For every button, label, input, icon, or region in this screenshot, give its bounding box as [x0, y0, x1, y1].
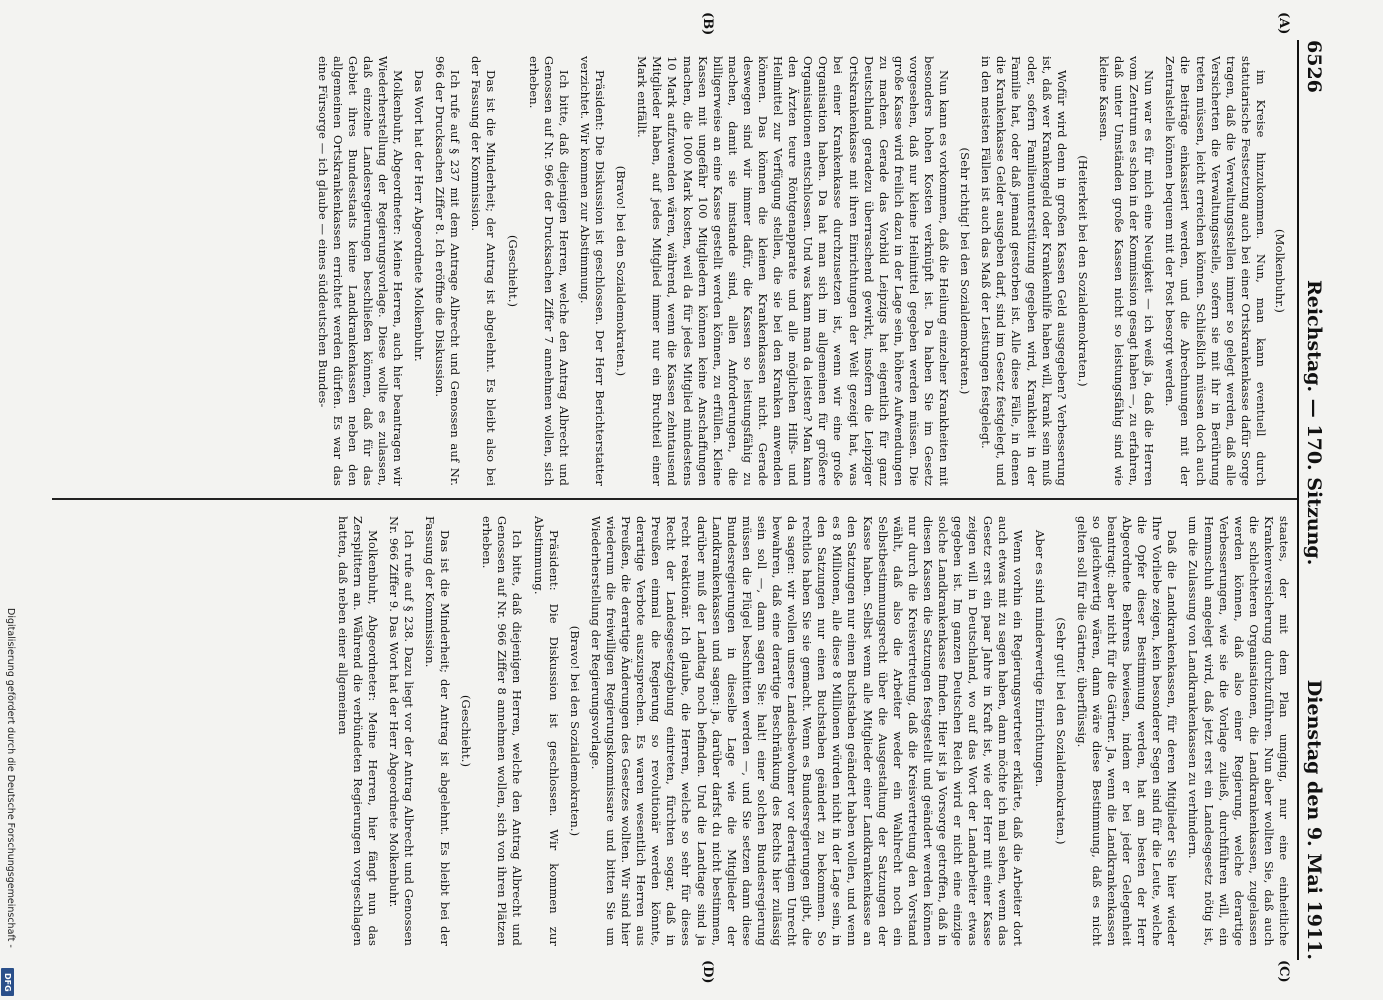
header-rule — [1297, 40, 1299, 960]
paragraph: Daß die Landkrankenkassen, für deren Mitglieder Sie hier wieder Ihre Vorliebe zeigen, kein besonderer Segen sind für die Leute, welche die Opfer dieser Bestimmung werden, hat am besten der Herr Abgeordnete Behrens bewiesen, indem er bei jeder Gelegenheit beantragt: aber nicht für die Gärtner. Ja, wenn die Landkrankenkassen so gleichwertig wären, dann wäre diese Bestimmung, daß es nicht gelten soll für die Gärtner, überflüssig. — [1074, 516, 1180, 946]
paragraph: Aber es sind minderwertige Einrichtungen. — [1032, 530, 1047, 788]
dfg-logo: DFG — [1, 968, 14, 996]
speaker-tag: (Molkenbuhr.) — [1273, 229, 1287, 313]
interjection: (Sehr gut! bei den Sozialdemokraten.) — [1053, 617, 1068, 845]
paragraph: Das ist die Minderheit; der Antrag ist abgelehnt. Es bleibt also bei der Fassung der Kommission. — [469, 56, 499, 486]
paragraph: Präsident: Die Diskussion ist geschlossen. Der Herr Berichterstatter verzichtet. Wir kommen zur Abstimmung. — [577, 56, 608, 486]
paragraph: Ich rufe auf § 237 mit dem Antrage Albrecht und Genossen auf Nr. 966 der Drucksachen Ziffer 8. Ich eröffne die Diskussion. — [433, 56, 463, 486]
paragraph: Ich bitte, daß diejenigen Herren, welche den Antrag Albrecht und Genossen auf Nr. 966 der Drucksachen Ziffer 7 annehmen wollen, sich erheben. — [526, 56, 571, 486]
interjection: (Sehr richtig! bei den Sozialdemokraten.) — [958, 147, 973, 395]
paragraph: Wofür wird denn in großen Kassen Geld ausgegeben? Verbesserung ist, daß wer Krankengeld oder Krankenhilfe haben will, krank sein muß oder, sofern Familienunterstützung gegeben wird, Krankheit in der Familie hat, oder daß jemand gestorben ist. Alle diese Fälle, in denen die Krankenkasse Gelder ausgeben darf, sind im Gesetz festgelegt, und in den meisten Fällen ist auch das Maß der Leistungen festgelegt. — [979, 56, 1069, 486]
interjection: (Bravo! bei den Sozialdemokraten.) — [567, 625, 582, 837]
page-title: Reichstag. — 170. Sitzung. — [1303, 280, 1325, 566]
paragraph: Präsident: Die Diskussion ist geschlossen. Wir kommen zur Abstimmung. — [531, 516, 561, 946]
digitization-credit: Digitalisierung gefördert durch die Deutsche Forschungsgemeinschaft - — [5, 608, 16, 948]
paragraph: Ich bitte, daß diejenigen Herren, welche den Antrag Albrecht und Genossen auf Nr. 966 Ziffer 8 annehmen wollen, sich von ihren Plätzen erheben. — [480, 516, 525, 946]
paragraph: Das Wort hat der Herr Abgeordnete Molkenbuhr. — [412, 70, 427, 362]
paragraph: Das ist die Minderheit; der Antrag ist abgelehnt. Es bleibt bei der Fassung der Kommission. — [423, 516, 453, 946]
margin-mark-b: (B) — [700, 12, 715, 36]
paragraph: staates, der mit dem Plan umging, nur eine einheitliche Krankenversicherung durchzuführen. Nun aber wollten Sie, daß auch die schlechteren Organisationen, die Landkrankenkassen, zugelassen werden können, daß also einer Regierung, welche derartige Verbesserungen, wie sie die Vorlage zuließ, durchführen will, ein Hemmschuh angelegt wird, daß jetzt erst ein Landesgesetz nötig ist, um die Zulassung von Landkrankenkassen zu verhindern. — [1186, 516, 1291, 946]
interjection: (Bravo! bei den Sozialdemokraten.) — [614, 165, 629, 377]
paragraph: im Kreise hinzukommen. Nun, man kann eventuell durch statutarische Festsetzung auch bei einer Ortskrankenkasse dafür Sorge tragen, daß die Verwaltungsstellen immer so gelegt werden, daß alle Versicherten die Verwaltungsstelle, sofern sie mit ihr in Berührung treten müssen, leicht erreichen können. Schließlich müssen doch auch die Beiträge einkassiert werden, und die Abrechnungen mit der Zentralstelle können bequem mit der Post besorgt werden. — [1163, 56, 1268, 486]
session-date: Dienstag den 9. Mai 1911. — [1303, 679, 1325, 960]
margin-mark-d: (D) — [700, 960, 715, 984]
column-divider — [52, 498, 1297, 500]
right-column — [61, 516, 1291, 946]
interjection: (Geschieht.) — [459, 694, 474, 768]
paragraph: Nun kann es vorkommen, daß die Heilung einzelner Krankheiten mit besonders hohen Kosten verknüpft ist. Da haben Sie im Gesetz vorgesehen, daß nur kleine Heilmittel gegeben werden müssen. Die große Kasse wird freilich dazu in der Lage sein, höhere Aufwendungen zu machen. Gerade das Vorbild Leipzigs hat eigentlich für ganz Deutschland geradezu überraschend gewirkt, insofern die Leipziger Ortskrankenkasse mit ihren Einrichtungen der Welt gezeigt hat, was bei einer Krankenkasse durchzusetzen ist, wenn wir eine große Organisation haben. Da hat man sich im allgemeinen für größere Organisationen entschlossen. Und was kann man da leisten? Man kann den Ärzten teure Röntgenapparate und alle möglichen Hilfs- und Heilmittel zur Verfügung stellen, die sie bei den Kranken anwenden können. Das können die kleinen Krankenkassen nicht. Gerade deswegen sind wir immer dafür, die Kassen so leistungsfähig zu machen, damit sie imstande sind, allen Anforderungen, die billigerweise an eine Kasse gestellt werden können, zu erfüllen. Kleine Kassen mit ungefähr 100 Mitgliedern können keine Anschaffungen machen, die 1000 Mark kosten, weil da für jedes Mitglied mindestens 10 Mark aufzuwenden wären, während, wenn die Kassen zehntausend Mitglieder haben, auf jedes Mitglied immer nur ein Bruchteil einer Mark entfällt. — [635, 56, 952, 486]
interjection: (Heiterkeit bei den Sozialdemokraten.) — [1075, 155, 1090, 387]
margin-mark-a: (A) — [1276, 12, 1291, 35]
left-column — [61, 56, 1291, 486]
margin-mark-c: (C) — [1276, 960, 1291, 983]
paragraph: Wenn vorhin ein Regierungsvertreter erklärte, daß die Arbeiter dort auch etwas mit zu sagen haben, dann möchte ich mal sehen, wenn das Gesetz erst ein paar Jahre in Kraft ist, wie der Herr mit einer Kasse zeigen will in Deutschland, wo auf das Wort der Landarbeiter etwas gegeben ist. Im ganzen Deutschen Reich wird er nicht eine einzige solche Landkrankenkasse finden. Hier ist ja Vorsorge getroffen, daß in diesen Kassen die Satzungen festgestellt und geändert werden können nur durch die Kreisvertretung, daß die Kreisvertretung den Vorstand wählt, daß also die Arbeiter weder ein Wahlrecht noch ein Selbstbestimmungsrecht über die Ausgestaltung der Satzungen der Kasse haben. Selbst wenn alle Mitglieder einer Landkrankenkasse an den Satzungen nur einen Buchstaben geändert haben wollen, und wenn es 8 Millionen, alle diese 8 Millionen würden nicht in der Lage sein, in den Satzungen nur einen Buchstaben geändert zu bekommen. So rechtlos haben Sie sie gemacht. Wenn es Bundesregierungen gibt, die da sagen: wir wollen unsere Landesbewohner vor derartigem Unrecht bewahren, daß eine derartige Beschränkung des Rechts hier zulässig sein soll —, dann sagen Sie: halt! einer solchen Bundesregierung müssen die Flügel beschnitten werden —, und Sie setzen dann diese Bundesregierungen in dieselbe Lage wie die Mitglieder der Landkrankenkassen und sagen: ja, darüber darfst du nicht bestimmen, darüber muß der Landtag noch befinden. Und die Landtage sind ja recht reaktionär. Ich glaube, die Herren, welche so sehr für dieses Recht der Landesgesetzgebung eintreten, fürchten sogar, daß in Preußen einmal die Regierung so revolutionär werden könnte, derartige Verbote auszusprechen. Es waren wesentlich Herren aus Preußen, die derartige Änderungen des Gesetzes wollten. Wir sind hier wiederum die freiwilligen Regierungskommissare und bitten Sie um Wiederherstellung der Regierungsvorlage. — [588, 516, 1026, 946]
paragraph: Molkenbuhr, Abgeordneter: Meine Herren, hier fängt nun das Zersplittern an. Während die verbündeten Regierungen vorgeschlagen hatten, daß neben einer allgemeinen — [335, 516, 380, 946]
paragraph: Nun war es für mich eine Neuigkeit — ich weiß ja, daß die Herren vom Zentrum es schon in der Kommission gesagt haben —, zu erfahren, daß unter Umständen große Kassen nicht so leistungsfähig sind wie kleine Kassen. — [1096, 56, 1157, 486]
page-number: 6526 — [1303, 40, 1325, 93]
paragraph: Molkenbuhr, Abgeordneter: Meine Herren, auch hier beantragen wir Wiederherstellung der Regierungsvorlage. Diese wollte es zulassen, daß einzelne Landesregierungen beschließen können, daß für das Gebiet ihres Bundesstaats keine Landkrankenkassen neben den allgemeinen Ortskrankenkassen errichtet werden dürfen. Es war das eine Fürsorge — ich glaube — eines süddeutschen Bundes- — [315, 56, 406, 486]
interjection: (Geschieht.) — [505, 234, 520, 308]
credit-strip — [0, 0, 16, 1000]
page-header — [1301, 40, 1325, 960]
paragraph: Ich rufe auf § 238. Dazu liegt vor der Antrag Albrecht und Genossen Nr. 966 Ziffer 9. Das Wort hat der Herr Abgeordnete Molkenbuhr. — [386, 516, 416, 946]
